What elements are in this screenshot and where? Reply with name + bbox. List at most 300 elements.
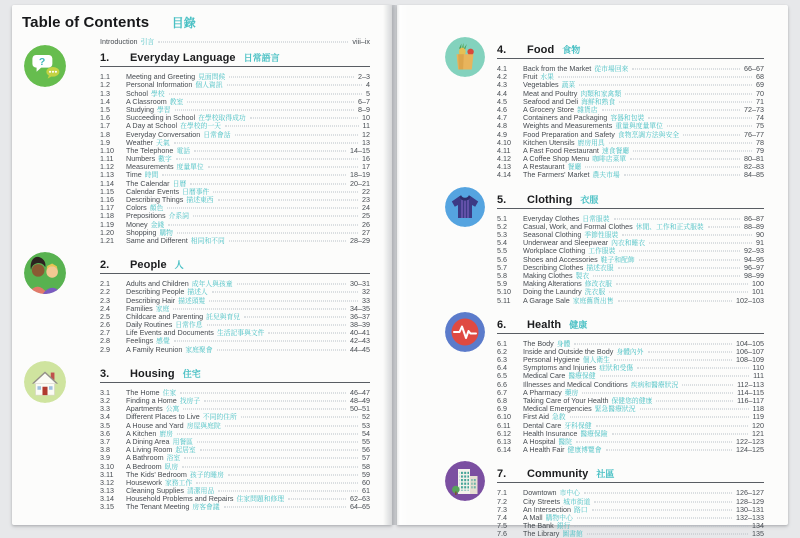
dotted-leader	[175, 109, 354, 110]
entry-title-zh: 水果	[540, 74, 554, 82]
entry-title-zh: 家庭聚會	[185, 346, 213, 354]
entry-title-en: A Garage Sale	[523, 295, 570, 305]
entry-title-en: Life Events and Documents	[126, 328, 214, 338]
toc-entry	[497, 278, 764, 289]
entry-title-en: The Body	[523, 338, 554, 348]
entry-title-en: A Day at School	[126, 121, 178, 131]
entry-pages: 48–49	[350, 396, 370, 405]
entry-title-en: Fruit	[523, 72, 538, 82]
entry-pages: 20–21	[350, 178, 370, 188]
entry-title-en: Describing Things	[126, 195, 184, 204]
entry-pages: 75	[756, 121, 764, 131]
section-header	[100, 367, 370, 383]
toc-entry	[100, 210, 370, 221]
entry-pages: 36–37	[350, 311, 370, 321]
entry-number: 7.6	[497, 529, 507, 538]
toc-entry	[497, 120, 764, 131]
entry-pages: 57	[362, 453, 370, 463]
entry-title-en: Describing People	[126, 287, 185, 297]
entry-pages: 68	[756, 72, 764, 82]
entry-pages: 72–73	[744, 104, 764, 114]
entry-number: 5.5	[497, 246, 507, 256]
section-number: 5.	[497, 193, 507, 206]
entry-pages: 56	[362, 445, 370, 455]
dotted-leader	[558, 77, 752, 78]
dotted-leader	[229, 240, 346, 241]
dotted-leader	[183, 409, 346, 410]
toc-entry	[100, 194, 370, 202]
entry-number: 2.2	[100, 287, 110, 297]
toc-entry	[100, 436, 370, 444]
dotted-leader	[217, 349, 346, 350]
entry-pages: 11	[362, 121, 370, 131]
entry-title-zh: 購物	[159, 229, 173, 237]
dotted-leader	[224, 507, 346, 508]
dotted-leader	[204, 401, 346, 402]
entry-number: 1.8	[100, 129, 110, 139]
dotted-leader	[207, 325, 346, 326]
toc-entry	[497, 346, 764, 354]
toc-entry	[497, 221, 764, 229]
entry-pages: 102–103	[736, 295, 764, 305]
dotted-leader	[193, 216, 358, 217]
entry-number: 3.3	[100, 404, 110, 414]
entry-pages: 114–115	[737, 387, 764, 397]
entry-pages: 22	[362, 186, 370, 196]
entry-title-zh: 醫療保險	[580, 430, 608, 438]
dotted-leader	[268, 333, 346, 334]
toc-entry	[100, 387, 370, 395]
toc-entry	[100, 485, 370, 496]
entry-number: 5.4	[497, 238, 507, 248]
toc-entry	[497, 63, 764, 71]
toc-entry	[497, 528, 764, 536]
toc-entry	[100, 303, 370, 311]
dotted-leader	[229, 77, 354, 78]
entry-title-en: Describing Clothes	[523, 262, 584, 272]
toc-section-clothing	[497, 193, 764, 303]
section-entries	[100, 278, 370, 352]
section-entries	[100, 387, 370, 510]
entry-title-zh: 相同和不同	[190, 237, 225, 245]
entry-title-zh: 介系詞	[168, 213, 189, 221]
entry-title-zh: 牙科保健	[564, 422, 592, 430]
section-number: 1.	[100, 52, 110, 65]
entry-title-zh: 農夫市場	[592, 172, 620, 180]
section-title-zh: 住宅	[182, 368, 201, 379]
entry-pages: 10	[362, 113, 370, 123]
entry-title-zh: 修改衣服	[584, 281, 612, 289]
dotted-leader	[624, 175, 740, 176]
entry-pages: 64–65	[350, 502, 370, 512]
section-title-en: Health	[527, 318, 562, 331]
intro-title-zh: 引言	[140, 39, 155, 46]
entry-title-en: Seafood and Deli	[523, 96, 579, 106]
entry-title-zh: 季節性服裝	[584, 232, 619, 239]
dotted-leader	[637, 368, 748, 369]
entry-number: 4.10	[497, 137, 511, 147]
toc-entry	[497, 403, 764, 414]
toc-entry	[100, 129, 370, 137]
toc-entry	[100, 403, 370, 414]
entry-title-zh: 託兒與育兒	[206, 313, 241, 321]
entry-title-en: A Mall	[523, 512, 543, 522]
toc-entry	[100, 286, 370, 297]
dotted-leader	[632, 69, 740, 70]
dotted-leader	[594, 501, 732, 502]
entry-title-zh: 住家問題和修理	[236, 496, 285, 504]
section-title-zh: 社區	[596, 469, 615, 480]
dotted-leader	[218, 200, 358, 201]
svg-text:?: ?	[38, 56, 46, 69]
section-title-zh: 人	[174, 260, 184, 271]
entry-title-zh: 日常作息	[175, 322, 203, 330]
section-entries	[497, 213, 764, 303]
toc-entry	[100, 295, 370, 303]
entry-pages: 96–97	[744, 262, 764, 272]
entry-title-en: Taking Care of Your Health	[523, 396, 609, 405]
toc-entry	[497, 487, 764, 498]
entry-title-zh: 日曆	[172, 180, 187, 188]
dotted-leader	[606, 450, 732, 451]
entry-title-zh: 描述頭髮	[178, 297, 206, 305]
entry-pages: 12	[362, 129, 370, 139]
dotted-leader	[609, 292, 748, 293]
entry-pages: 23	[362, 195, 370, 204]
dotted-leader	[212, 292, 358, 293]
entry-title-zh: 住家	[162, 389, 177, 397]
section-header	[100, 258, 370, 274]
dotted-leader	[614, 218, 740, 219]
entry-pages: 25	[362, 211, 370, 221]
entry-title-en: A Hospital	[523, 436, 556, 446]
dotted-leader	[177, 232, 358, 233]
entry-title-en: Measurements	[126, 162, 174, 172]
entry-number: 4.1	[497, 64, 507, 73]
toc-entry	[100, 161, 370, 172]
entry-title-zh: 容器和包裝	[610, 115, 645, 123]
entry-title-zh: 醫療保健	[568, 373, 596, 381]
entry-pages: 79	[756, 145, 764, 155]
entry-number: 1.18	[100, 211, 114, 221]
entry-pages: 44–45	[350, 344, 370, 354]
entry-title-zh: 日曆事件	[182, 188, 210, 196]
dotted-leader	[622, 235, 752, 236]
toc-entry	[100, 227, 370, 235]
house-icon	[24, 361, 66, 403]
entry-pages: 53	[362, 420, 370, 430]
entry-number: 1.6	[100, 113, 110, 123]
section-title-zh: 日常語言	[243, 53, 280, 64]
toc-entry	[497, 436, 764, 444]
dotted-leader	[208, 167, 358, 168]
dotted-leader	[213, 191, 358, 192]
entry-title-zh: 鞋子和配飾	[600, 256, 635, 264]
toc-entry	[497, 504, 764, 512]
right-sections	[497, 43, 764, 536]
dotted-leader	[288, 499, 346, 500]
entry-title-zh: 找房子	[179, 398, 201, 405]
entry-title-en: Everyday Conversation	[126, 129, 201, 139]
toc-entry	[100, 169, 370, 180]
section-title-en: Community	[527, 468, 589, 481]
entry-number: 5.6	[497, 254, 507, 264]
entry-number: 1.5	[100, 104, 110, 114]
dotted-leader	[582, 392, 733, 393]
toc-entry	[497, 338, 764, 346]
entry-pages: 116–117	[737, 396, 764, 405]
entry-pages: 27	[362, 227, 370, 237]
entry-number: 1.10	[100, 145, 114, 155]
dotted-leader	[177, 433, 358, 434]
entry-number: 6.9	[497, 404, 507, 414]
entry-title-en: Different Places to Live	[126, 412, 200, 422]
toc-entry	[100, 493, 370, 504]
entry-number: 5.1	[497, 213, 507, 223]
entry-title-zh: 製衣	[575, 272, 590, 280]
entry-number: 2.3	[100, 295, 110, 305]
entry-number: 4.9	[497, 129, 507, 139]
entry-title-en: Childcare and Parenting	[126, 311, 204, 321]
entry-number: 1.13	[100, 170, 114, 180]
entry-number: 3.10	[100, 461, 114, 471]
toc-entry	[100, 104, 370, 112]
entry-pages: 118	[752, 404, 764, 414]
entry-number: 1.14	[100, 178, 114, 188]
toc-entry	[100, 444, 370, 455]
entry-title-en: Families	[126, 303, 153, 313]
entry-title-en: Numbers	[126, 154, 156, 164]
entry-title-en: A Dining Area	[126, 436, 170, 446]
entry-number: 1.19	[100, 219, 114, 229]
entry-title-en: Kitchen Utensils	[523, 137, 575, 147]
dotted-leader	[194, 150, 346, 151]
entry-pages: 42–43	[350, 336, 370, 346]
dotted-leader	[579, 85, 752, 86]
section-number: 4.	[497, 44, 507, 56]
entry-title-en: Illnesses and Medical Conditions	[523, 379, 628, 389]
entry-title-zh: 城市街道	[563, 498, 591, 506]
entry-title-en: Inside and Outside the Body	[523, 346, 614, 356]
entry-pages: 46–47	[350, 387, 370, 397]
toc-entry	[100, 395, 370, 403]
entry-title-zh: 孩子的睡房	[189, 471, 224, 479]
entry-pages: 90	[756, 230, 764, 239]
entry-title-zh: 圖書館	[562, 531, 583, 538]
entry-number: 2.4	[100, 303, 110, 313]
entry-number: 4.4	[497, 88, 507, 98]
section-header	[497, 193, 764, 209]
entry-number: 7.5	[497, 521, 507, 531]
entry-pages: 40–41	[350, 328, 370, 338]
entry-title-zh: 食物烹調方法與安全	[617, 131, 680, 139]
entry-number: 4.11	[497, 145, 511, 155]
toc-entry	[497, 96, 764, 104]
entry-title-en: A Restaurant	[523, 162, 565, 172]
dotted-leader	[237, 284, 346, 285]
section-entries	[100, 71, 370, 243]
dotted-leader	[174, 341, 346, 342]
dotted-leader	[592, 509, 732, 510]
entry-number: 3.15	[100, 502, 114, 512]
dotted-leader	[235, 134, 359, 135]
entry-title-en: Seasonal Clothing	[523, 230, 582, 239]
section-title-en: Everyday Language	[130, 52, 236, 65]
entry-pages: 55	[362, 436, 370, 446]
toc-entry	[100, 71, 370, 82]
entry-title-en: A Fast Food Restaurant	[523, 145, 599, 155]
entry-title-zh: 廚房	[159, 430, 173, 438]
entry-pages: 50–51	[350, 404, 370, 414]
entry-title-en: Downtown	[523, 488, 557, 498]
entry-number: 3.7	[100, 436, 110, 446]
toc-section-food	[497, 43, 764, 178]
entry-number: 3.4	[100, 412, 110, 422]
dotted-leader	[570, 417, 749, 418]
entry-title-zh: 時間	[144, 172, 159, 180]
entry-pages: 61	[362, 486, 370, 496]
entry-pages: 38–39	[350, 320, 370, 330]
dotted-leader	[244, 316, 346, 317]
entry-number: 3.5	[100, 420, 110, 430]
entry-title-zh: 廚房用具	[577, 139, 605, 147]
entry-pages: 14–15	[350, 145, 370, 155]
entry-title-en: Shoes and Accessories	[523, 254, 598, 264]
entry-number: 4.12	[497, 154, 511, 164]
left-sections	[38, 51, 370, 512]
entry-title-en: Apartments	[126, 404, 163, 414]
entry-title-zh: 天氣	[156, 139, 170, 147]
section-header	[100, 51, 370, 67]
entry-title-zh: 家庭	[155, 305, 170, 313]
entry-number: 2.8	[100, 336, 110, 346]
toc-entry	[497, 104, 764, 112]
entry-title-zh: 疾病和醫療狀況	[630, 381, 679, 389]
entry-title-zh: 急救	[551, 414, 566, 422]
entry-title-zh: 家務工作	[164, 479, 193, 487]
dotted-leader	[182, 466, 358, 467]
section-title-zh: 健康	[569, 319, 588, 330]
entry-number: 4.6	[497, 104, 507, 114]
entry-title-zh: 保健您的健康	[611, 398, 653, 405]
entry-pages: 104–105	[736, 338, 764, 348]
dotted-leader	[176, 159, 358, 160]
entry-title-zh: 電話	[176, 147, 191, 155]
entry-title-en: A Classroom	[126, 96, 167, 106]
dotted-leader	[218, 491, 358, 492]
entry-title-en: Making Clothes	[523, 270, 573, 280]
dotted-leader	[648, 118, 752, 119]
dotted-leader	[169, 93, 362, 94]
entry-pages: 66–67	[744, 64, 764, 73]
entry-title-zh: 在學校取得成功	[198, 115, 246, 123]
dotted-leader	[584, 493, 732, 494]
entry-title-en: Everyday Clothes	[523, 213, 580, 223]
entry-number: 7.2	[497, 496, 507, 506]
entry-title-en: A House and Yard	[126, 420, 184, 430]
dotted-leader	[228, 474, 358, 475]
section-entries	[497, 487, 764, 536]
entry-title-en: Vegetables	[523, 80, 559, 90]
entry-pages: 134	[752, 521, 764, 531]
entry-title-en: Workplace Clothing	[523, 246, 586, 256]
entry-title-zh: 數字	[158, 156, 172, 164]
entry-pages: 135	[752, 529, 764, 538]
entry-title-zh: 緊急醫療狀況	[594, 406, 636, 414]
entry-number: 4.8	[497, 121, 507, 131]
dotted-leader	[640, 409, 749, 410]
entry-pages: 5	[366, 88, 370, 98]
entry-number: 3.12	[100, 477, 114, 487]
dotted-leader	[250, 118, 358, 119]
entry-title-en: Meeting and Greeting	[126, 72, 196, 82]
entry-title-zh: 感覺	[156, 338, 170, 346]
entry-title-zh: 金錢	[150, 221, 165, 229]
entry-pages: 32	[362, 287, 370, 297]
entry-number: 6.5	[497, 371, 507, 381]
section-number: 3.	[100, 367, 110, 380]
section-number: 6.	[497, 318, 507, 331]
toc-entry	[497, 161, 764, 172]
entry-title-en: A Grocery Store	[523, 104, 575, 114]
t-shirt-icon	[445, 187, 485, 227]
entry-title-zh: 不同的住所	[202, 414, 237, 422]
toc-entry	[497, 237, 764, 248]
entry-number: 6.8	[497, 396, 507, 405]
entry-pages: 82–83	[744, 162, 764, 172]
section-entries	[497, 338, 764, 453]
dotted-leader	[585, 167, 740, 168]
entry-title-en: Finding a Home	[126, 396, 177, 405]
intro-title-en: Introduction	[100, 37, 138, 46]
entry-number: 5.11	[497, 295, 511, 305]
entry-title-en: Making Alterations	[523, 279, 582, 289]
entry-number: 4.2	[497, 72, 507, 82]
entry-title-en: First Aid	[523, 412, 549, 422]
entry-number: 3.6	[100, 428, 110, 438]
entry-number: 1.16	[100, 195, 114, 204]
dotted-leader	[197, 441, 358, 442]
entry-title-zh: 身體內外	[616, 348, 644, 356]
entry-title-zh: 醫院	[558, 438, 572, 446]
dotted-leader	[209, 300, 358, 301]
toc-section-housing	[100, 367, 370, 510]
dotted-leader	[625, 93, 752, 94]
entry-number: 1.2	[100, 80, 110, 90]
entry-title-zh: 學習	[156, 106, 171, 114]
page-title: Table of Contents	[22, 14, 150, 31]
dotted-leader	[667, 126, 752, 127]
entry-title-en: Feelings	[126, 336, 154, 346]
entry-title-en: Underwear and Sleepwear	[523, 238, 609, 248]
toc-entry	[100, 278, 370, 289]
entry-title-en: Weights and Measurements	[523, 121, 613, 131]
toc-entry	[497, 496, 764, 504]
dotted-leader	[619, 251, 740, 252]
entry-title-zh: 休閒、工作和正式服裝	[635, 223, 704, 231]
dotted-leader	[574, 526, 748, 527]
entry-number: 3.9	[100, 453, 110, 463]
entry-title-en: A Kitchen	[126, 428, 157, 438]
entry-number: 6.2	[497, 346, 507, 356]
entry-pages: 98–99	[744, 270, 764, 280]
entry-title-zh: 成年人與孩童	[191, 281, 233, 289]
entry-title-en: Shopping	[126, 227, 157, 237]
entry-title-zh: 浴室	[166, 455, 181, 463]
entry-pages: 28–29	[350, 235, 370, 245]
section-title-en: Clothing	[527, 193, 573, 206]
entry-title-en: Doing the Laundry	[523, 287, 582, 297]
